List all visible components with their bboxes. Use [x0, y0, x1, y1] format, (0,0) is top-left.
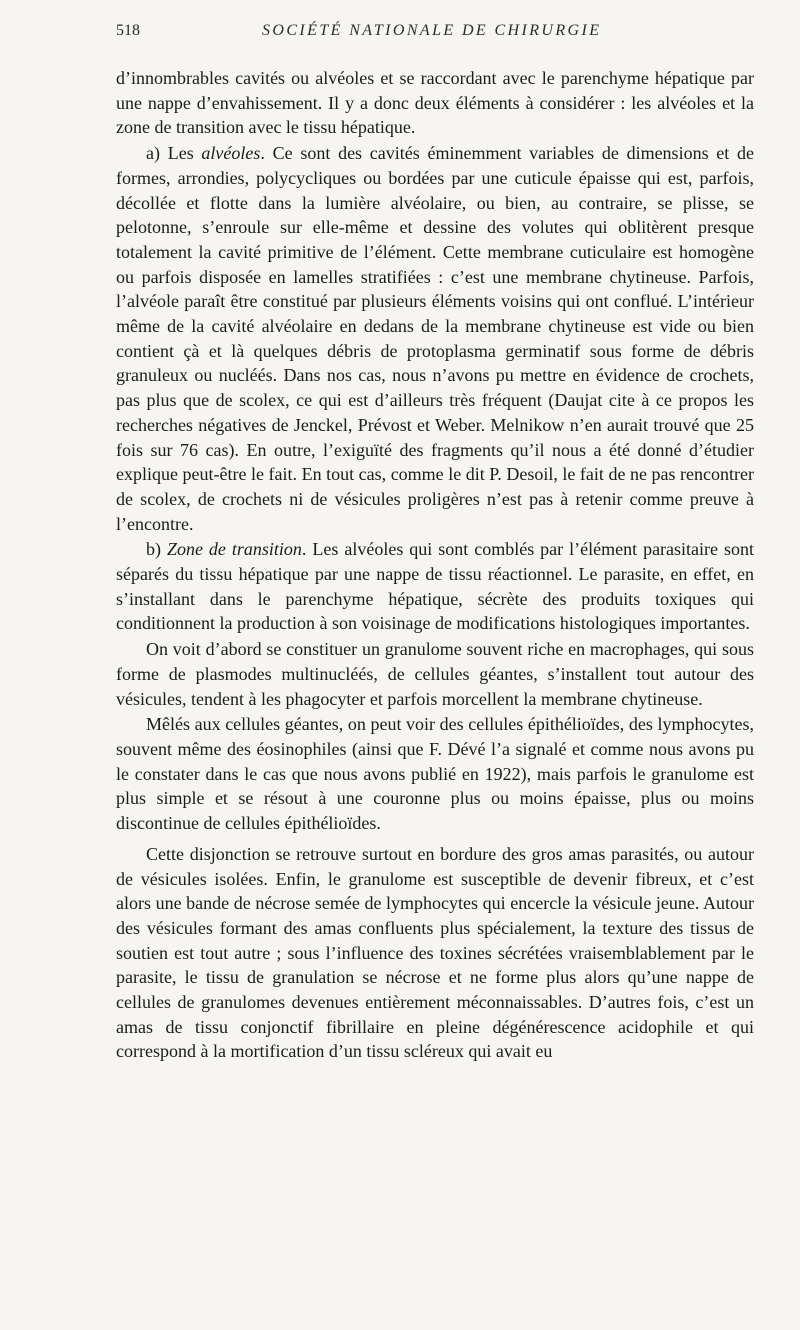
- paragraph-alveoles: [116, 141, 754, 536]
- paragraph-continuation: [116, 66, 754, 140]
- paragraph-text: d’innombrables cavités ou alvéoles et se raccordant avec le parenchyme hépatique par une nappe d’envahissement. Il y a donc deux éléments à considérer : les alvéoles et la zone de transition avec le tissu hépatique.: [116, 68, 754, 138]
- paragraph-text: Mêlés aux cellules géantes, on peut voir des cellules épithélioïdes, des lymphocytes, souvent même des éosinophiles (ainsi que F. Dévé l’a signalé et comme nous avons pu le constater dans le cas que nous avons publié en 1922), mais parfois le granulome est plus simple et se résout à une couronne plus ou moins épaisse, plus ou moins discontinue de cellules épithélioïdes.: [116, 714, 754, 834]
- section-heading: alvéoles: [201, 143, 261, 164]
- paragraph-cells: [116, 712, 754, 836]
- body-text: [116, 66, 754, 1064]
- section-marker: a) Les: [146, 143, 202, 164]
- section-heading: Zone de transition: [166, 539, 302, 560]
- paragraph-text: . Les alvéoles qui sont comblés par l’élément parasitaire sont séparés du tissu hépatique par une nappe de tissu réactionnel. Le parasite, en effet, en s’installant dans le parenchyme hépatique, sécrète des produits toxiques qui conditionnent la production à son voisinage de modifications histologiques importantes.: [116, 539, 754, 634]
- running-head: [116, 16, 754, 46]
- paragraph-text: On voit d’abord se constituer un granulome souvent riche en macrophages, qui sous forme de plasmodes multinucléés, de cellules géantes, s’installent tout autour des vésicules, tendent à les phagocyter et parfois morcellent la membrane chytineuse.: [116, 639, 754, 709]
- paragraph-disjunction: [116, 842, 754, 1064]
- journal-title: SOCIÉTÉ NATIONALE DE CHIRURGIE: [262, 22, 602, 39]
- section-marker: b): [146, 539, 167, 560]
- paragraph-granulome: [116, 637, 754, 711]
- paragraph-transition-zone: [116, 537, 754, 636]
- page-number: 518: [116, 22, 140, 39]
- paragraph-text: Cette disjonction se retrouve surtout en bordure des gros amas parasités, ou autour de vésicules isolées. Enfin, le granulome est susceptible de devenir fibreux, et c’est alors une bande de nécrose semée de lymphocytes qui encercle la vésicule jeune. Autour des vésicules formant des amas confluents plus spécialement, la texture des tissus de soutien est tout autre ; sous l’influence des toxines sécrétées vraisemblablement par le parasite, le tissu de granulation se nécrose et ne forme plus alors qu’une nappe de cellules de granulomes devenues entièrement méconnaissables. D’autres fois, c’est un amas de tissu conjonctif fibrillaire en pleine dégénérescence acidophile et qui correspond à la mortification d’un tissu scléreux qui avait eu: [116, 843, 754, 1062]
- paragraph-text: . Ce sont des cavités éminemment variables de dimensions et de formes, arrondies, polycycliques ou bordées par une cuticule épaisse qui est, parfois, décollée et flotte dans la lumière alvéolaire, ou bien, au contraire, se plisse, se pelotonne, s’enroule sur elle-même et dessine des volutes qui oblitèrent presque totalement la cavité primitive de l’élément. Cette membrane cuticulaire est homogène ou parfois disposée en lamelles stratifiées : c’est une membrane chytineuse. Parfois, l’alvéole paraît être constitué par plusieurs éléments voisins qui ont conflué. L’intérieur même de la cavité alvéolaire en dedans de la membrane chytineuse est vide ou bien contient çà et là quelques débris de protoplasma germinatif sous forme de débris granuleux ou nucléés. Dans nos cas, nous n’avons pu mettre en évidence de crochets, pas plus que de scolex, ce qui est d’ailleurs très fréquent (Daujat cite à ce propos les recherches négatives de Jenckel, Prévost et Weber. Melnikow n’en aurait trouvé que 25 fois sur 76 cas). En outre, l’exiguïté des fragments qu’il nous a été donné d’étudier explique peut-être le fait. En tout cas, comme le dit P. Desoil, le fait de ne pas rencontrer de scolex, de crochets ni de vésicules proligères n’est pas à retenir comme preuve à l’encontre.: [116, 143, 754, 534]
